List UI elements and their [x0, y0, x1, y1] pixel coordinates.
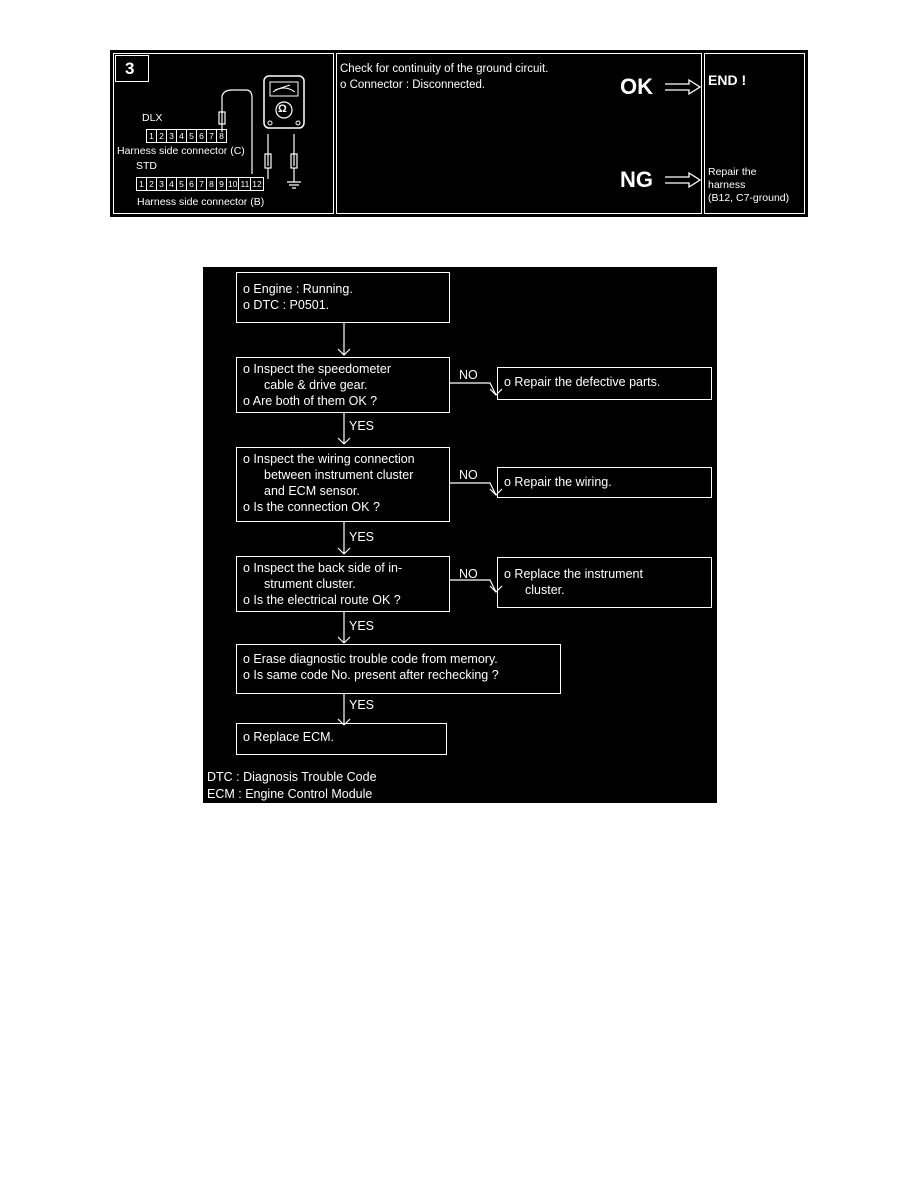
std-pin: 2 [147, 177, 157, 191]
std-pin: 11 [240, 179, 250, 189]
flow-step-2: o Inspect the speedometer cable & drive gear. o Are both of them OK ? [236, 357, 450, 413]
check-title: Check for continuity of the ground circuit. [340, 63, 549, 75]
ohm-symbol: Ω [278, 103, 287, 115]
flow-step-6: o Replace ECM. [236, 723, 447, 755]
std-connector [136, 177, 264, 191]
std-pin: 5 [177, 177, 187, 191]
flow-action-3: o Replace the instrument cluster. [497, 557, 712, 608]
flow-step-3: o Inspect the wiring connection between instrument cluster and ECM sensor. o Is the connection OK ? [236, 447, 450, 522]
no-label-1: NO [459, 368, 478, 382]
yes-label-2: YES [349, 530, 375, 544]
std-pin: 3 [157, 177, 167, 191]
connector-diagram-cell [113, 53, 334, 214]
no-label-3: NO [459, 567, 478, 581]
std-pin: 6 [187, 177, 197, 191]
no-label-2: NO [459, 468, 478, 482]
std-pin: 12 [252, 179, 262, 189]
std-label: STD [136, 160, 157, 172]
flow-step-1: o Engine : Running. o DTC : P0501. [236, 272, 450, 323]
dlx-connector-label: Harness side connector (C) [117, 145, 245, 157]
ok-result: END ! [708, 72, 747, 88]
ng-arrow-icon [663, 171, 703, 189]
step-number: 3 [115, 55, 149, 82]
flow-step-4: o Inspect the back side of in- strument cluster. o Is the electrical route OK ? [236, 556, 450, 612]
step-panel [110, 50, 808, 217]
dlx-label: DLX [142, 112, 163, 124]
flow-action-2: o Repair the wiring. [497, 467, 712, 498]
dlx-pin: 2 [157, 129, 167, 143]
dlx-pin: 3 [167, 129, 177, 143]
dlx-connector [146, 129, 227, 143]
std-pin: 10 [228, 179, 238, 189]
ok-label: OK [620, 74, 653, 99]
legend-ecm: ECM : Engine Control Module [207, 787, 373, 801]
ng-label: NG [620, 167, 653, 192]
dlx-pin: 1 [147, 129, 157, 143]
std-pin: 4 [167, 177, 177, 191]
ng-result-line-2: harness [708, 179, 746, 191]
ng-result-line-1: Repair the [708, 166, 757, 178]
legend-dtc: DTC : Diagnosis Trouble Code [207, 770, 377, 784]
std-pin: 1 [137, 177, 147, 191]
yes-label-1: YES [349, 419, 375, 433]
ok-arrow-icon [663, 78, 703, 96]
dlx-pin: 4 [177, 129, 187, 143]
ng-result-line-3: (B12, C7-ground) [708, 192, 790, 204]
check-cell [336, 53, 702, 214]
dlx-pin: 5 [187, 129, 197, 143]
dlx-pin: 6 [197, 129, 207, 143]
dlx-pin: 7 [207, 129, 217, 143]
flow-step-5: o Erase diagnostic trouble code from memory. o Is same code No. present after rechecking ? [236, 644, 561, 694]
std-pin: 8 [207, 177, 217, 191]
check-item: o Connector : Disconnected. [340, 79, 486, 91]
std-connector-label: Harness side connector (B) [137, 196, 265, 208]
result-cell [704, 53, 805, 214]
std-pin: 7 [197, 177, 207, 191]
yes-label-3: YES [349, 619, 375, 633]
yes-label-4: YES [349, 698, 375, 712]
flow-action-1: o Repair the defective parts. [497, 367, 712, 400]
dlx-pin: 8 [217, 129, 227, 143]
std-pin: 9 [217, 177, 227, 191]
flowchart-panel [203, 267, 717, 803]
